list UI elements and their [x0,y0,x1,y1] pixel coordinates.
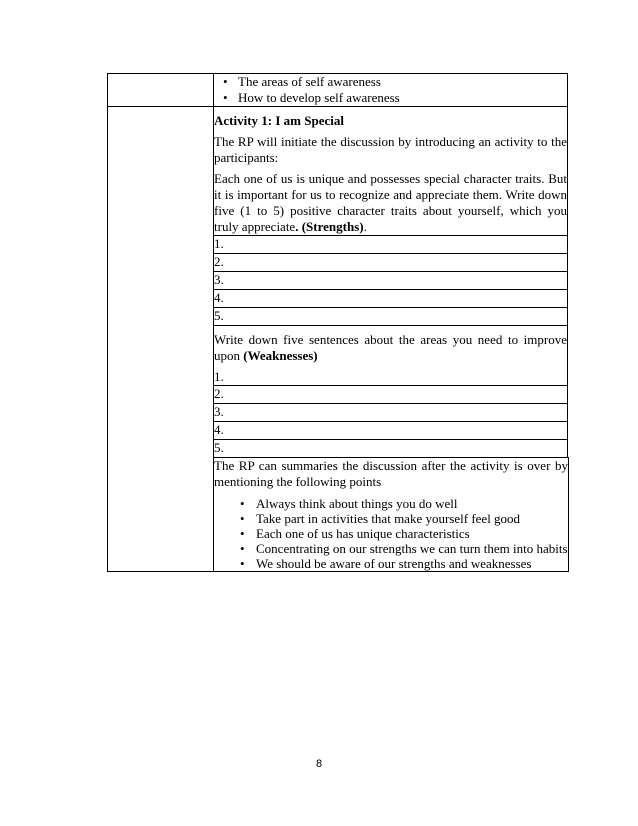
activity-title: Activity 1: I am Special [214,113,344,128]
list-item: • Each one of us has unique characteristics [256,526,568,541]
instructions-end: . [363,219,367,234]
strength-line: 4. [214,290,568,308]
weakness-instructions [214,332,567,364]
instructions-dot: . [295,219,299,234]
weakness-label: (Weaknesses) [243,348,318,363]
activity-cell [214,107,568,236]
list-item: • Always think about things you do well [256,496,568,511]
list-item: • How to develop self awareness [238,90,567,106]
activity-row [108,107,569,236]
strengths-label: (Strengths) [298,219,364,234]
summary-intro: The RP can summaries the discussion after the activity is over by mentioning the following points [214,458,568,489]
list-item: • Take part in activities that make yourself feel good [256,511,568,526]
weakness-line: 2. [214,386,568,404]
instructions-text: Each one of us is unique and possesses special character traits. But it is important for us to recognize and appreciate them. Write down five (1 to 5) positive character traits about yourself, which you truly appreciate [214,171,567,234]
list-item: • Concentrating on our strengths we can turn them into habits [256,541,568,556]
lesson-table [107,73,569,572]
strength-line: 3. [214,272,568,290]
weakness-line: 4. [214,422,568,440]
strength-line: 2. [214,254,568,272]
activity-intro: The RP will initiate the discussion by introducing an activity to the participants: [214,134,567,165]
list-item: • We should be aware of our strengths and weaknesses [256,556,568,571]
summary-list [214,496,568,571]
intro-row [108,74,569,107]
weakness-line: 5. [214,440,568,458]
list-item: • The areas of self awareness [238,74,567,90]
weakness-line: 1. [214,369,224,384]
intro-bullets-cell [214,74,568,107]
weakness-line: 3. [214,404,568,422]
weakness-cell [214,326,568,386]
strength-line: 5. [214,308,568,326]
page-number: 8 [315,758,323,770]
strength-line: 1. [214,236,568,254]
weakness-text: Write down five sentences about the areas you need to improve upon [214,332,567,363]
empty-left-cell [108,74,214,107]
empty-left-cell [108,107,214,572]
activity-instructions [214,171,567,235]
summary-cell [214,458,569,572]
intro-bullet-list [214,74,567,106]
